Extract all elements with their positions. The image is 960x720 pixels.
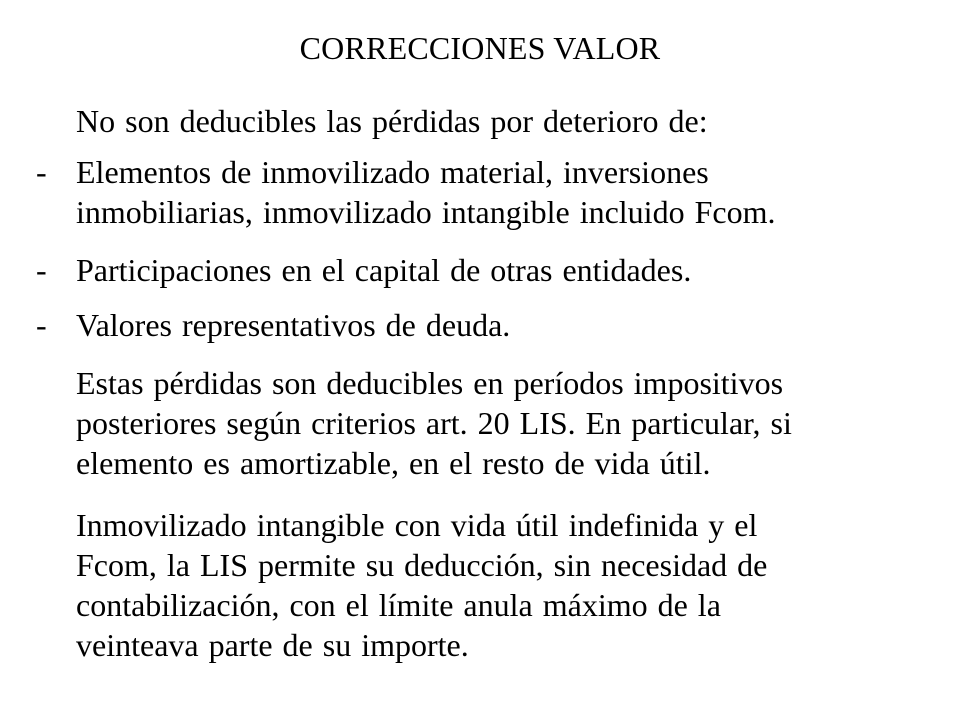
bullet-text: Valores representativos de deuda.	[76, 307, 511, 343]
bullet-line: inmobiliarias, inmovilizado intangible incluido Fcom.	[76, 194, 776, 230]
paragraph-line: veinteava parte de su importe.	[76, 627, 469, 663]
paragraph-line: Estas pérdidas son deducibles en períodos impositivos	[76, 365, 784, 401]
bullet-text: Participaciones en el capital de otras entidades.	[76, 252, 692, 288]
paragraph-line: posteriores según criterios art. 20 LIS. En particular, si	[76, 405, 792, 441]
paragraph-deductible-periods	[76, 363, 916, 483]
bullet-dash: -	[36, 154, 47, 190]
intro-text: No son deducibles las pérdidas por deterioro de:	[76, 103, 708, 139]
paragraph-line: contabilización, con el límite anula máximo de la	[76, 587, 721, 623]
bullet-dash: -	[36, 307, 47, 343]
paragraph-intangible	[76, 505, 916, 665]
slide-title: CORRECCIONES VALOR	[299, 30, 661, 66]
paragraph-line: Inmovilizado intangible con vida útil indefinida y el	[76, 507, 758, 543]
paragraph-line: elemento es amortizable, en el resto de vida útil.	[76, 445, 711, 481]
bullet-dash: -	[36, 252, 47, 288]
bullet-line: Elementos de inmovilizado material, inversiones	[76, 154, 709, 190]
bullet-text	[76, 152, 916, 232]
paragraph-line: Fcom, la LIS permite su deducción, sin necesidad de	[76, 547, 768, 583]
